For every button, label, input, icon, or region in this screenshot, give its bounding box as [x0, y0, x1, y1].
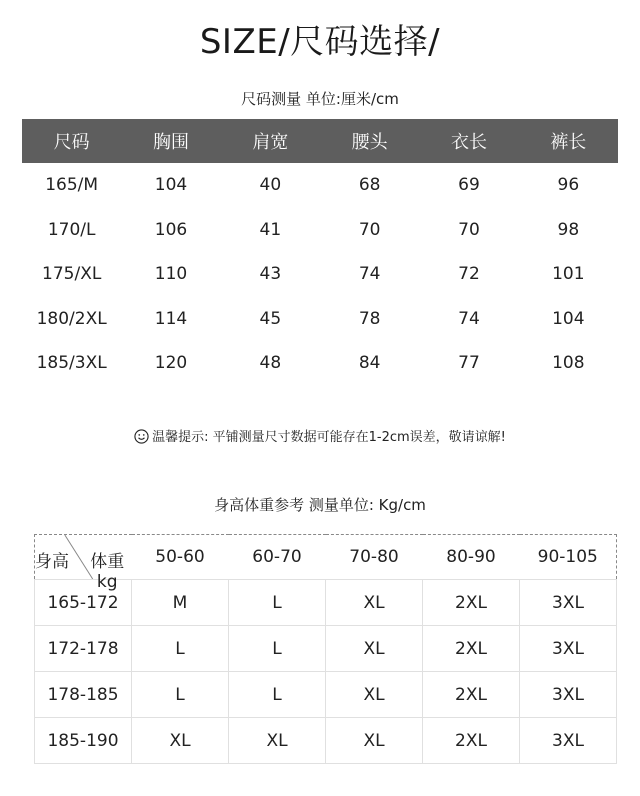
table-cell: 48 [259, 353, 282, 374]
table-cell: 185/3XL [36, 353, 107, 374]
table-cell: 170/L [47, 219, 96, 240]
size-cell: XL [326, 672, 423, 718]
table-cell: 43 [259, 264, 282, 285]
size-cell: XL [326, 626, 423, 672]
page-title: SIZE/尺码选择/ [199, 22, 441, 62]
height-weight-unit-label: 身高体重参考 测量单位: Kg/cm [214, 496, 426, 514]
size-cell: 3XL [520, 672, 617, 718]
table-cell: 180/2XL [36, 308, 107, 329]
table-cell: 45 [259, 308, 282, 329]
height-range-cell: 165-172 [35, 580, 132, 626]
weight-range-header: 50-60 [132, 535, 229, 580]
table-cell: 96 [557, 175, 580, 196]
height-weight-header-row [35, 535, 617, 580]
table-row [35, 718, 617, 764]
header-cell: 胸围 [121, 119, 220, 163]
size-cell: 2XL [423, 626, 520, 672]
table-cell: 104 [552, 308, 585, 329]
height-range-cell: 185-190 [35, 718, 132, 764]
table-cell: 68 [358, 175, 381, 196]
weight-range-header: 80-90 [423, 535, 520, 580]
table-cell: 98 [557, 219, 580, 240]
weight-range-header: 90-105 [520, 535, 617, 580]
weight-range-header: 60-70 [229, 535, 326, 580]
header-cell: 腰头 [320, 119, 419, 163]
weight-range-header: 70-80 [326, 535, 423, 580]
size-cell: XL [326, 718, 423, 764]
table-cell: 74 [458, 308, 480, 329]
table-cell: 74 [358, 264, 381, 285]
table-cell: 165/M [45, 175, 99, 196]
size-cell: XL [326, 580, 423, 626]
header-cell: 衣长 [419, 119, 518, 163]
table-cell: 41 [259, 219, 282, 240]
table-cell: 70 [458, 219, 480, 240]
table-cell: 114 [154, 308, 188, 329]
table-row [35, 672, 617, 718]
table-row [35, 626, 617, 672]
size-cell: 2XL [423, 718, 520, 764]
size-cell: L [229, 672, 326, 718]
size-cell: M [132, 580, 229, 626]
corner-weight-label: 体重kg [90, 552, 125, 592]
table-cell: 69 [458, 175, 480, 196]
size-cell: 2XL [423, 672, 520, 718]
table-row [22, 208, 618, 253]
size-cell: 3XL [520, 580, 617, 626]
table-cell: 72 [458, 264, 480, 285]
height-range-cell: 172-178 [35, 626, 132, 672]
size-cell: L [229, 580, 326, 626]
table-row [22, 252, 618, 297]
table-row [22, 341, 618, 386]
table-cell: 120 [154, 353, 188, 374]
table-row [22, 297, 618, 342]
height-range-cell: 178-185 [35, 672, 132, 718]
table-cell: 78 [358, 308, 381, 329]
size-chart-table [22, 119, 618, 386]
tip-text: 温馨提示: 平铺测量尺寸数据可能存在1-2cm误差，敬请谅解! [152, 430, 506, 445]
size-cell: 3XL [520, 718, 617, 764]
table-row [22, 163, 618, 208]
size-cell: XL [229, 718, 326, 764]
size-cell: L [229, 626, 326, 672]
corner-height-label: 身高 [35, 552, 69, 572]
table-cell: 175/XL [42, 264, 102, 285]
size-cell: 3XL [520, 626, 617, 672]
corner-cell [35, 535, 132, 592]
size-cell: XL [132, 718, 229, 764]
size-chart-unit-label: 尺码测量 单位:厘米/cm [241, 90, 399, 108]
table-cell: 110 [154, 264, 188, 285]
size-chart-header-row [22, 119, 618, 163]
measurement-tip [0, 426, 640, 445]
table-cell: 106 [154, 219, 188, 240]
smiley-icon [134, 429, 149, 444]
table-cell: 108 [552, 353, 585, 374]
size-cell: 2XL [423, 580, 520, 626]
header-cell: 裤长 [519, 119, 618, 163]
header-cell: 尺码 [22, 119, 121, 163]
header-cell: 肩宽 [221, 119, 320, 163]
table-cell: 104 [154, 175, 188, 196]
table-cell: 84 [358, 353, 381, 374]
table-cell: 101 [552, 264, 585, 285]
table-cell: 70 [358, 219, 381, 240]
size-cell: L [132, 626, 229, 672]
table-cell: 40 [259, 175, 282, 196]
table-cell: 77 [458, 353, 480, 374]
size-cell: L [132, 672, 229, 718]
height-weight-table [34, 534, 617, 764]
